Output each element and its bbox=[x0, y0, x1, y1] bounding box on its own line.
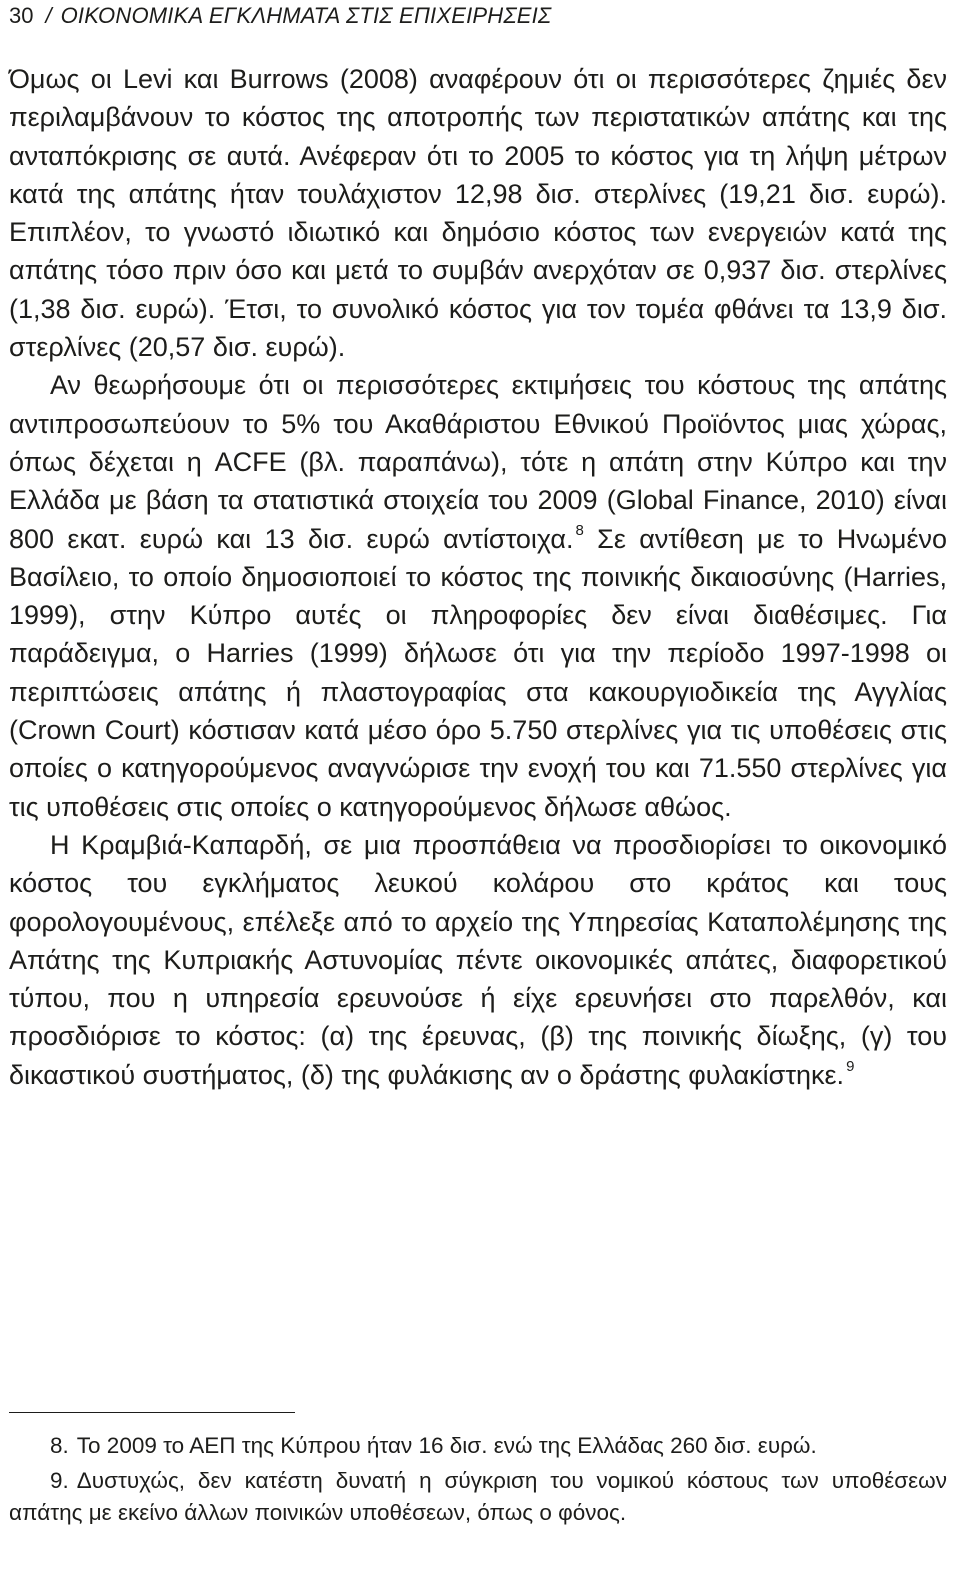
paragraph bbox=[9, 826, 947, 1094]
running-title: ΟΙΚΟΝΟΜΙΚΑ ΕΓΚΛΗΜΑΤΑ ΣΤΙΣ ΕΠΙΧΕΙΡΗΣΕΙΣ bbox=[60, 3, 552, 28]
paragraph-text: Η Κραμβιά-Καπαρδή, σε μια προσπάθεια να προσδιορίσει το οικονομικό κόστος του εγκλήματος λευκού κολάρου στο κράτος και τους φορολογουμένους, επέλεξε από το αρχείο της Υπηρεσίας Καταπολέμησης της Απάτης της Κυπριακής Αστυνομίας πέντε οικονομικές απάτες, διαφορετικού τύπου, που η υπηρεσία ερευνούσε ή είχε ερευνήσει στο παρελθόν, και προσδιόρισε το κόστος: (α) της έρευνας, (β) της ποινικής δίωξης, (γ) του δικαστικού συστήματος, (δ) της φυλάκισης αν ο δράστης φυλακίστηκε. bbox=[9, 829, 947, 1090]
paragraph-text: Αν θεωρήσουμε ότι οι περισσότερες εκτιμήσεις του κόστους της απάτης αντιπροσωπεύουν το 5% του Ακαθάριστου Εθνικού Προϊόντος μιας χώρας, όπως δέχεται η ACFE (βλ. παραπάνω), τότε η απάτη στην Κύπρο και την Ελλάδα με βάση τα στατιστικά στοιχεία του 2009 (Global Finance, 2010) είναι 800 εκατ. ευρώ και 13 δισ. ευρώ αντίστοιχα. bbox=[9, 370, 947, 554]
footnote-text: Το 2009 το ΑΕΠ της Κύπρου ήταν 16 δισ. ενώ της Ελλάδας 260 δισ. ευρώ. bbox=[76, 1433, 817, 1458]
footnotes bbox=[9, 1430, 947, 1530]
footnote-divider bbox=[9, 1412, 295, 1413]
paragraph-text: Σε αντίθεση με το Ηνωμένο Βασίλειο, το οποίο δημοσιοποιεί το κόστος της ποινικής δικαιοσύνης (Harries, 1999), στην Κύπρο αυτές οι πληροφορίες δεν είναι διαθέσιμες. Για παράδειγμα, ο Harries (1999) δήλωσε ότι για την περίοδο 1997-1998 οι περιπτώσεις απάτης ή πλαστογραφίας στα κακουργιοδικεία της Αγγλίας (Crown Court) κόστισαν κατά μέσο όρο 5.750 στερλίνες για τις υποθέσεις στις οποίες ο κατηγορούμενος αναγνώρισε την ενοχή του και 71.550 στερλίνες για τις υποθέσεις στις οποίες ο κατηγορούμενος δήλωσε αθώος. bbox=[9, 523, 947, 822]
running-header bbox=[9, 2, 551, 30]
footnote bbox=[9, 1465, 947, 1530]
footnote-text: Δυστυχώς, δεν κατέστη δυνατή η σύγκριση του νομικού κόστους των υποθέσεων απάτης με εκείνο άλλων ποινικών υποθέσεων, όπως ο φόνος. bbox=[9, 1467, 947, 1525]
paragraph bbox=[9, 60, 947, 366]
body-text bbox=[9, 60, 947, 1094]
paragraph bbox=[9, 366, 947, 826]
footnote-number: 9. bbox=[50, 1467, 69, 1493]
paragraph-text: Όμως οι Levi και Burrows (2008) αναφέρουν ότι οι περισσότερες ζημιές δεν περιλαμβάνουν το κόστος της αποτροπής των περιστατικών απάτης και της ανταπόκρισης σε αυτά. Ανέφεραν ότι το 2005 το κόστος για τη λήψη μέτρων κατά της απάτης ήταν τουλάχιστον 12,98 δισ. στερλίνες (19,21 δισ. ευρώ). Επιπλέον, το γνωστό ιδιωτικό και δημόσιο κόστος των ενεργειών κατά της απάτης τόσο πριν όσο και μετά το συμβάν ανερχόταν σε 0,937 δισ. στερλίνες (1,38 δισ. ευρώ). Έτσι, το συνολικό κόστος για τον τομέα φθάνει τα 13,9 δισ. στερλίνες (20,57 δισ. ευρώ). bbox=[9, 64, 947, 363]
footnote-reference[interactable]: 9 bbox=[846, 1057, 855, 1075]
footnote-reference[interactable]: 8 bbox=[575, 521, 584, 539]
page-number: 30 bbox=[9, 3, 34, 28]
footnote-number: 8. bbox=[50, 1433, 69, 1458]
footnote bbox=[9, 1430, 947, 1463]
header-separator: / bbox=[45, 3, 52, 28]
